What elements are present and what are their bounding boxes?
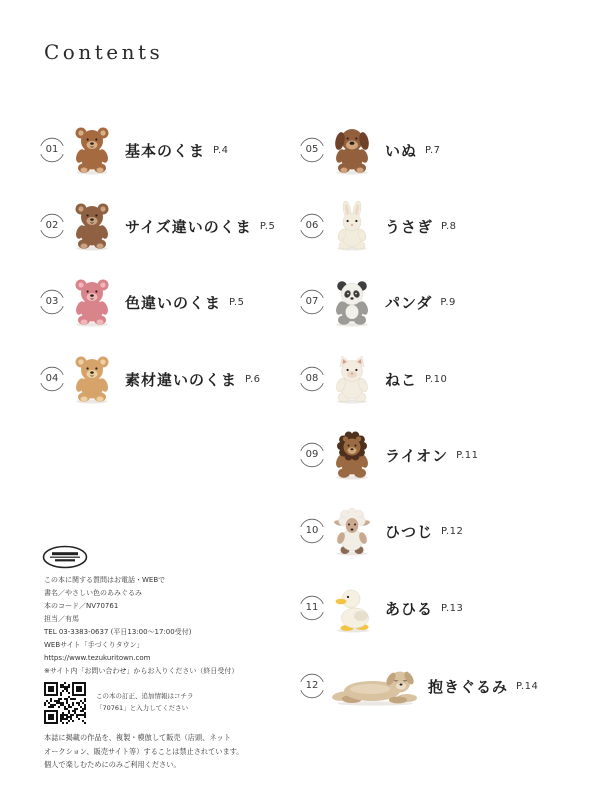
item-page-number: P.5 xyxy=(229,296,245,308)
item-page-number: P.14 xyxy=(516,680,539,692)
item-number: 08 xyxy=(305,373,319,384)
item-number: 05 xyxy=(305,144,319,155)
item-number: 10 xyxy=(305,525,319,536)
page-title: Contents xyxy=(44,40,164,64)
contact-line: 担当／有馬 xyxy=(44,615,79,623)
item-number-badge xyxy=(39,213,65,239)
item-title: ひつじ xyxy=(385,522,434,541)
item-title: サイズ違いのくま xyxy=(125,217,252,236)
lying-dog-toy-image xyxy=(330,665,420,707)
contents-item-09 xyxy=(299,430,479,480)
item-number-badge xyxy=(299,137,325,163)
contents-item-01 xyxy=(39,125,229,175)
item-title: 基本のくま xyxy=(125,141,206,160)
item-page-number: P.6 xyxy=(245,373,261,385)
contact-line: WEBサイト「手づくりタウン」 xyxy=(44,641,144,649)
item-title: うさぎ xyxy=(385,217,434,236)
notice-line: オークション、販売サイト等）することは禁止されています。 xyxy=(44,746,244,756)
item-number-badge xyxy=(299,366,325,392)
contact-line: TEL 03-3383-0637 (平日13:00～17:00受付) xyxy=(44,628,192,636)
cat-toy-image xyxy=(327,354,377,404)
sheep-toy-image xyxy=(327,506,377,556)
item-page-number: P.5 xyxy=(259,220,276,232)
contact-line: この本に関する質問はお電話・WEBで xyxy=(44,576,166,584)
item-number: 12 xyxy=(305,680,319,691)
item-title: ライオン xyxy=(385,446,449,465)
item-number: 07 xyxy=(305,296,319,307)
rabbit-toy-image xyxy=(327,201,377,251)
item-number: 09 xyxy=(305,449,319,460)
contents-item-07 xyxy=(299,277,456,327)
item-page-number: P.7 xyxy=(425,144,441,156)
item-title: あひる xyxy=(385,599,434,618)
item-number-badge xyxy=(299,442,325,468)
qr-code xyxy=(44,682,86,724)
bear-toy-image xyxy=(67,201,117,251)
item-page-number: P.12 xyxy=(441,525,464,537)
dog-toy-image xyxy=(327,125,377,175)
contents-item-11 xyxy=(299,583,463,633)
item-title: 色違いのくま xyxy=(125,293,222,312)
item-number: 04 xyxy=(45,373,59,384)
item-number-badge xyxy=(299,595,325,621)
qr-note xyxy=(96,690,194,714)
contact-line: https://www.tezukuritown.com xyxy=(44,654,151,662)
duck-toy-image xyxy=(327,583,377,633)
bear-toy-image xyxy=(67,125,117,175)
bear-toy-image xyxy=(67,277,117,327)
publisher-logo xyxy=(42,545,88,569)
item-number: 02 xyxy=(45,220,59,231)
copyright-notice xyxy=(44,731,243,772)
item-number-badge xyxy=(299,213,325,239)
contact-info xyxy=(44,574,238,678)
item-page-number: P.13 xyxy=(441,602,464,614)
notice-line: 個人で楽しむためにのみご利用ください。 xyxy=(44,760,181,769)
item-number-badge xyxy=(39,289,65,315)
contents-item-02 xyxy=(39,201,275,251)
item-number: 11 xyxy=(305,602,319,613)
contact-line: 書名／やさしい色のあみぐるみ xyxy=(44,589,142,597)
item-page-number: P.8 xyxy=(441,220,457,232)
item-page-number: P.4 xyxy=(213,144,229,156)
contents-item-03 xyxy=(39,277,245,327)
item-number-badge xyxy=(39,366,65,392)
item-number: 01 xyxy=(45,144,59,155)
item-number: 06 xyxy=(305,220,319,231)
item-page-number: P.10 xyxy=(425,373,448,385)
contents-item-08 xyxy=(299,354,447,404)
qr-note-line: この本の訂正、追加情報はコチラ xyxy=(96,692,194,700)
contents-item-06 xyxy=(299,201,457,251)
item-title: 素材違いのくま xyxy=(125,370,238,389)
contents-item-10 xyxy=(299,506,463,556)
item-page-number: P.9 xyxy=(440,296,456,308)
item-number: 03 xyxy=(45,296,59,307)
item-title: いぬ xyxy=(385,141,418,160)
item-title: ねこ xyxy=(385,370,418,389)
bear-toy-image xyxy=(67,354,117,404)
contents-item-12 xyxy=(299,661,538,711)
item-number-badge xyxy=(39,137,65,163)
item-number-badge xyxy=(299,518,325,544)
notice-line: 本誌に掲載の作品を、複製・模倣して販売（店頭、ネット xyxy=(44,733,231,742)
item-title: 抱きぐるみ xyxy=(428,677,509,696)
contact-line: ※サイト内「お問い合わせ」からお入りください（終日受付） xyxy=(44,667,239,675)
qr-note-line: 「70761」と入力してください xyxy=(96,704,189,712)
contact-line: 本のコード／NV70761 xyxy=(44,602,119,610)
item-number-badge xyxy=(299,289,325,315)
contents-item-05 xyxy=(299,125,441,175)
item-number-badge xyxy=(299,673,325,699)
lion-toy-image xyxy=(327,430,377,480)
panda-toy-image xyxy=(327,277,377,327)
item-page-number: P.11 xyxy=(456,449,479,461)
contents-item-04 xyxy=(39,354,261,404)
item-title: パンダ xyxy=(385,293,433,312)
